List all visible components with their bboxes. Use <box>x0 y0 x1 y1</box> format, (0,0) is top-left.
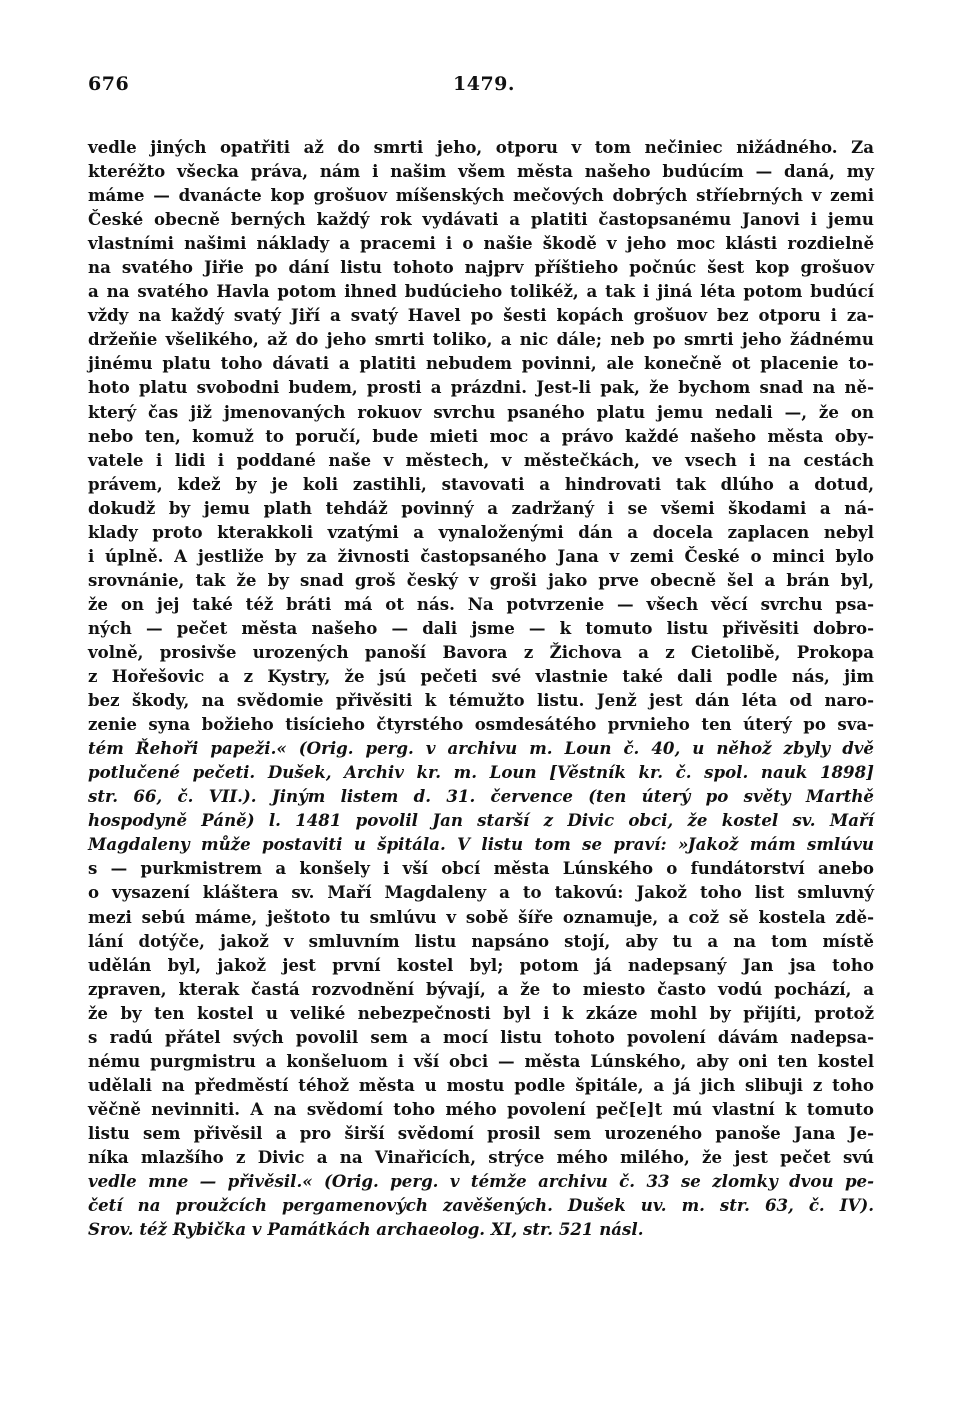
text-line: udělali na předměstí téhož města u mostu podle špitále, a já jich slibuji z toho <box>88 1074 874 1095</box>
text-line: Srov. též Rybička v Památkách archaeolog. XI, str. 521 násl. <box>88 1219 644 1240</box>
text-line: jinému platu toho dávati a platiti nebudem povinni, ale konečně ot placenie to- <box>88 353 874 374</box>
text-line: ných — pečet města našeho — dali jsme — k tomuto listu přivěsiti dobro- <box>88 617 874 638</box>
running-title-year: 1479. <box>453 73 515 95</box>
text-line: níka mlazšího z Divic a na Vinařicích, strýce mého milého, že jest pečet svú <box>88 1146 874 1167</box>
text-line: volně, prosivše urozených panoší Bavora z Žichova a z Cietolibě, Prokopa <box>88 641 874 662</box>
text-line: srovnánie, tak že by snad groš český v groši jako prve obecně šel a brán byl, <box>88 569 874 590</box>
text-line: mezi sebú máme, ještoto tu smlúvu v sobě šíře oznamuje, a což sě kostela zdě- <box>88 906 874 927</box>
text-line: který čas již jmenovaných rokuov svrchu psaného platu jemu nedali —, že on <box>88 401 874 422</box>
page-header <box>88 73 878 103</box>
text-line: máme — dvanácte kop grošuov míšenských mečových dobrých stříebrných v zemi <box>88 185 874 206</box>
text-line: že on jej také též bráti má ot nás. Na potvrzenie — všech věcí svrchu psa- <box>88 593 874 614</box>
text-line: zpraven, kterak častá rozvodnění bývají, a že to miesto často vodú pochází, a <box>88 978 874 999</box>
text-line: potlučené pečeti. Dušek, Archiv kr. m. Loun [Věstník kr. č. spol. nauk 1898] <box>88 762 874 783</box>
text-line: hoto platu svobodni budem, prosti a prázdni. Jest-li pak, že bychom snad na ně- <box>88 377 874 398</box>
text-line: lání dotýče, jakož v smluvním listu napsáno stojí, aby tu a na tom místě <box>88 930 874 951</box>
text-line: listu sem přivěsil a pro širší svědomí prosil sem urozeného panoše Jana Je- <box>88 1122 874 1143</box>
text-line: zenie syna božieho tisícieho čtyrstého osmdesátého prvnieho ten úterý po sva- <box>88 714 874 735</box>
text-line: na svatého Jiřie po dání listu tohoto najprv příštieho počnúc šest kop grošuov <box>88 257 874 278</box>
text-line: a na svatého Havla potom ihned budúcieho tolikéž, a tak i jiná léta potom budúcí <box>88 281 874 302</box>
text-line: vedle mne — přivěsil.« (Orig. perg. v témže archivu č. 33 se zlomky dvou pe- <box>88 1171 874 1192</box>
text-line: str. 66, č. VII.). Jiným listem d. 31. července (ten úterý po světy Marthě <box>88 786 874 807</box>
text-line: tém Řehoři papeži.« (Orig. perg. v archivu m. Loun č. 40, u něhož zbyly dvě <box>88 738 874 759</box>
text-line: bez škody, na svědomie přivěsiti k témužto listu. Jenž jest dán léta od naro- <box>88 690 874 711</box>
text-line: vlastními našimi náklady a pracemi i o našie škodě v jeho moc klásti rozdielně <box>88 233 874 254</box>
text-line: právem, kdež by je koli zastihli, stavovati a hindrovati tak dlúho a dotud, <box>88 473 874 494</box>
text-line: vatele i lidi i poddané naše v městech, v městečkách, ve vsech i na cestách <box>88 449 874 470</box>
text-line: i úplně. A jestliže by za živnosti častopsaného Jana v zemi České o minci bylo <box>88 545 874 566</box>
text-line: kteréžto všecka práva, nám i našim všem města našeho budúcím — daná, my <box>88 161 874 182</box>
text-line: s radú přátel svých povolil sem a mocí listu tohoto povolení dávám nadepsa- <box>88 1026 874 1047</box>
text-line: že by ten kostel u veliké nebezpečnosti byl i k zkáze mohl by přijíti, protož <box>88 1002 874 1023</box>
text-line: nému purgmistru a konšeluom i vší obci — města Lúnského, aby oni ten kostel <box>88 1050 874 1071</box>
text-line: dokudž by jemu plath tehdáž povinný a zadržaný i se všemi škodami a ná- <box>88 497 874 518</box>
text-line: vedle jiných opatřiti až do smrti jeho, otporu v tom nečiniec nižádného. Za <box>88 137 874 157</box>
text-line: s — purkmistrem a konšely i vší obcí města Lúnského o fundátorství anebo <box>88 858 874 879</box>
body-text <box>88 135 874 1241</box>
text-line: Magdaleny může postaviti u špitála. V listu tom se praví: »Jakož mám smlúvu <box>88 834 874 855</box>
text-line: klady proto kterakkoli vzatými a vynaloženými dán a docela zaplacen nebyl <box>88 521 874 542</box>
text-line: o vysazení kláštera sv. Maří Magdaleny a to takovú: Jakož toho list smluvný <box>88 882 874 903</box>
text-line: z Hořešovic a z Kystry, že jsú pečeti své vlastnie také dali podle nás, jim <box>88 666 874 687</box>
text-line: hospodyně Páně) l. 1481 povolil Jan starší z Divic obci, že kostel sv. Maří <box>88 810 874 831</box>
text-line: vždy na každý svatý Jiří a svatý Havel po šesti kopách grošuov bez otporu i za- <box>88 305 874 326</box>
page-number: 676 <box>88 73 130 95</box>
text-line: nebo ten, komuž to poručí, bude mieti moc a právo každé našeho města oby- <box>88 425 874 446</box>
text-line: věčně nevinniti. A na svědomí toho mého povolení peč[e]t mú vlastní k tomuto <box>88 1098 874 1119</box>
text-line: České obecně berných každý rok vydávati a platiti častopsanému Janovi i jemu <box>88 209 874 230</box>
text-line: udělán byl, jakož jest první kostel byl; potom já nadepsaný Jan jsa toho <box>88 954 874 975</box>
text-line: držeňie všelikého, až do jeho smrti toliko, a nic dále; neb po smrti jeho žádnému <box>88 329 874 350</box>
text-line: četí na proužcích pergamenových zavěšených. Dušek uv. m. str. 63, č. IV). <box>88 1195 874 1216</box>
